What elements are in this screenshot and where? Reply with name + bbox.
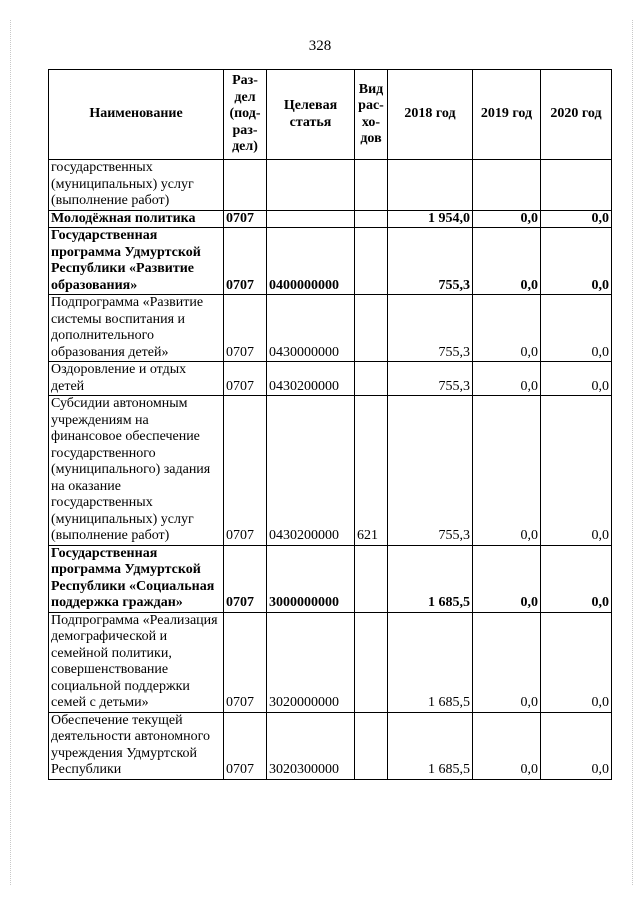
- cell-2020: 0,0: [541, 545, 612, 612]
- cell-2020: 0,0: [541, 612, 612, 712]
- cell-2020: 0,0: [541, 362, 612, 396]
- table-row: [49, 362, 612, 396]
- cell-2020: [541, 160, 612, 211]
- scan-edge-right: [632, 20, 633, 885]
- cell-target: 0400000000: [267, 228, 355, 295]
- cell-vid: [355, 712, 388, 779]
- cell-2018: 755,3: [388, 396, 473, 546]
- cell-2018: 755,3: [388, 295, 473, 362]
- cell-2018: [388, 160, 473, 211]
- cell-name: Оздоровление и отдых детей: [49, 362, 224, 396]
- budget-table: [48, 69, 612, 780]
- cell-2020: 0,0: [541, 295, 612, 362]
- table-row: [49, 612, 612, 712]
- cell-vid: [355, 160, 388, 211]
- cell-razdel: 0707: [224, 712, 267, 779]
- cell-2019: 0,0: [473, 362, 541, 396]
- cell-vid: [355, 545, 388, 612]
- header-target: Целевая статья: [267, 70, 355, 160]
- cell-target: 3020000000: [267, 612, 355, 712]
- header-name: Наименование: [49, 70, 224, 160]
- cell-vid: [355, 210, 388, 228]
- cell-name: Молодёжная политика: [49, 210, 224, 228]
- table-row: [49, 295, 612, 362]
- cell-razdel: 0707: [224, 295, 267, 362]
- cell-2019: 0,0: [473, 295, 541, 362]
- cell-razdel: 0707: [224, 362, 267, 396]
- cell-target: 0430200000: [267, 362, 355, 396]
- cell-name: Государственная программа Удмуртской Республики «Социальная поддержка граждан»: [49, 545, 224, 612]
- cell-2019: 0,0: [473, 545, 541, 612]
- cell-name: государственных (муниципальных) услуг (выполнение работ): [49, 160, 224, 211]
- cell-2018: 1 954,0: [388, 210, 473, 228]
- cell-vid: 621: [355, 396, 388, 546]
- cell-vid: [355, 228, 388, 295]
- cell-razdel: 0707: [224, 210, 267, 228]
- table-row: [49, 228, 612, 295]
- header-2018: 2018 год: [388, 70, 473, 160]
- cell-2018: 755,3: [388, 362, 473, 396]
- cell-name: Подпрограмма «Развитие системы воспитания и дополнительного образования детей»: [49, 295, 224, 362]
- table-header-row: [49, 70, 612, 160]
- cell-razdel: 0707: [224, 396, 267, 546]
- scan-edge-left: [10, 20, 11, 885]
- cell-2019: [473, 160, 541, 211]
- header-2019: 2019 год: [473, 70, 541, 160]
- cell-2018: 1 685,5: [388, 612, 473, 712]
- cell-target: 0430000000: [267, 295, 355, 362]
- cell-2020: 0,0: [541, 228, 612, 295]
- cell-2019: 0,0: [473, 228, 541, 295]
- cell-razdel: 0707: [224, 545, 267, 612]
- header-razdel: Раз-дел (под-раз-дел): [224, 70, 267, 160]
- page-number: 328: [308, 38, 332, 54]
- cell-name: Субсидии автономным учреждениям на финансовое обеспечение государственного (муниципального) задания на оказание государственных (муниципальных) услуг (выполнение работ): [49, 396, 224, 546]
- cell-razdel: [224, 160, 267, 211]
- header-vid: Вид рас-хо-дов: [355, 70, 388, 160]
- cell-2019: 0,0: [473, 210, 541, 228]
- cell-2019: 0,0: [473, 396, 541, 546]
- cell-target: 3020300000: [267, 712, 355, 779]
- cell-2018: 755,3: [388, 228, 473, 295]
- table-row: [49, 396, 612, 546]
- table-row: [49, 160, 612, 211]
- cell-razdel: 0707: [224, 612, 267, 712]
- cell-vid: [355, 295, 388, 362]
- table-row: [49, 210, 612, 228]
- cell-name: Обеспечение текущей деятельности автономного учреждения Удмуртской Республики: [49, 712, 224, 779]
- cell-2018: 1 685,5: [388, 545, 473, 612]
- cell-2019: 0,0: [473, 712, 541, 779]
- cell-name: Подпрограмма «Реализация демографической и семейной политики, совершенствование социальной поддержки семей с детьми»: [49, 612, 224, 712]
- cell-2020: 0,0: [541, 210, 612, 228]
- cell-name: Государственная программа Удмуртской Республики «Развитие образования»: [49, 228, 224, 295]
- cell-target: 3000000000: [267, 545, 355, 612]
- cell-razdel: 0707: [224, 228, 267, 295]
- table-body: [49, 160, 612, 780]
- cell-2020: 0,0: [541, 712, 612, 779]
- cell-target: [267, 210, 355, 228]
- cell-2019: 0,0: [473, 612, 541, 712]
- cell-2020: 0,0: [541, 396, 612, 546]
- cell-vid: [355, 362, 388, 396]
- cell-vid: [355, 612, 388, 712]
- table-row: [49, 545, 612, 612]
- cell-target: [267, 160, 355, 211]
- cell-target: 0430200000: [267, 396, 355, 546]
- cell-2018: 1 685,5: [388, 712, 473, 779]
- table-row: [49, 712, 612, 779]
- header-2020: 2020 год: [541, 70, 612, 160]
